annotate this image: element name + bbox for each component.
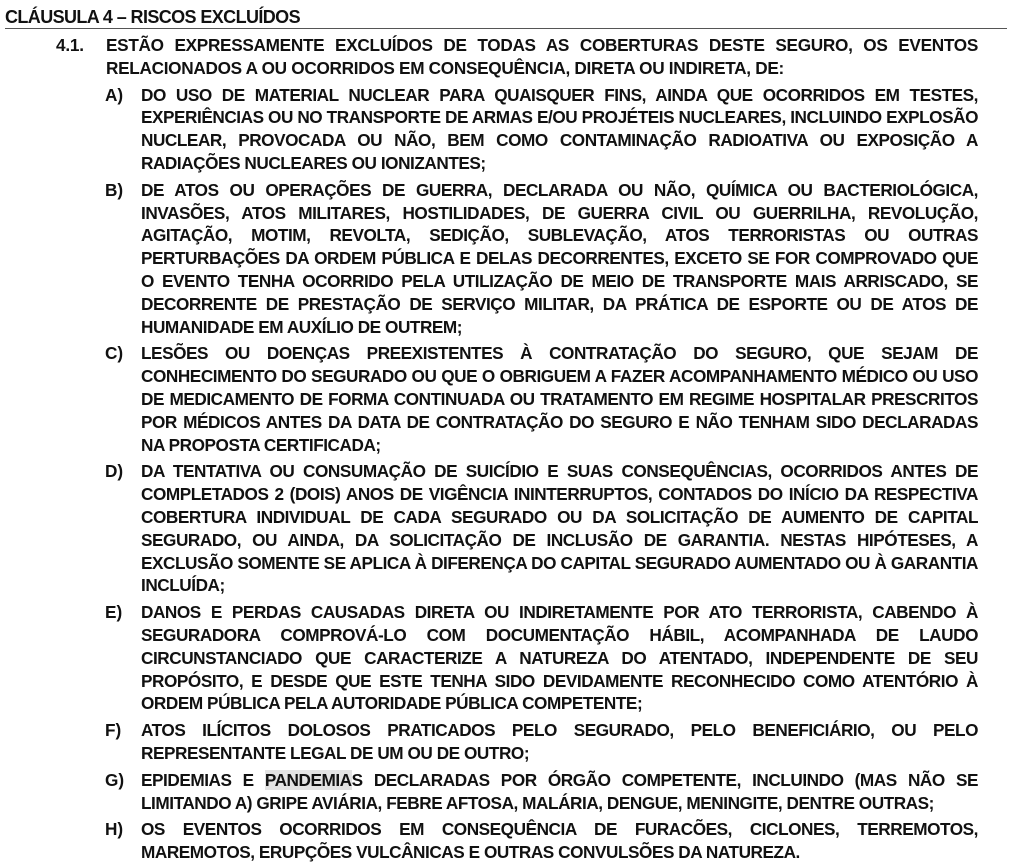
exclusion-item-e <box>5 601 1015 715</box>
clause-title: CLÁUSULA 4 – RISCOS EXCLUÍDOS <box>5 6 1007 29</box>
item-text: DO USO DE MATERIAL NUCLEAR PARA QUAISQUER FINS, AINDA QUE OCORRIDOS EM TESTES, EXPERIÊNCIAS OU NO TRANSPORTE DE ARMAS E/OU PROJÉTEIS NUCLEARES, INCLUINDO EXPLOSÃO NUCLEAR, PROVOCADA OU NÃO, BEM COMO CONTAMINAÇÃO RADIOATIVA OU EXPOSIÇÃO A RADIAÇÕES NUCLEARES OU IONIZANTES; <box>141 84 978 173</box>
item-text: DANOS E PERDAS CAUSADAS DIRETA OU INDIRETAMENTE POR ATO TERRORISTA, CABENDO À SEGURADORA COMPROVÁ-LO COM DOCUMENTAÇÃO HÁBIL, ACOMPANHADA DE LAUDO CIRCUNSTANCIADO QUE CARACTERIZE A NATUREZA DO ATENTADO, INDEPENDENTE DE SEU PROPÓSITO, E DESDE QUE ESTE TENHA SIDO DEVIDAMENTE RECONHECIDO COMO ATENTÓRIO À ORDEM PÚBLICA PELA AUTORIDADE PÚBLICA COMPETENTE; <box>141 602 978 714</box>
item-text-after: S DECLARADAS POR ÓRGÃO COMPETENTE, INCLUINDO (MAS NÃO SE LIMITANDO A) GRIPE AVIÁRIA, FEBRE AFTOSA, MALÁRIA, DENGUE, MENINGITE, DENTRE OUTRAS; <box>141 769 978 813</box>
item-letter: B) <box>105 179 124 200</box>
section-text: ESTÃO EXPRESSAMENTE EXCLUÍDOS DE TODAS AS COBERTURAS DESTE SEGURO, OS EVENTOS RELACIONADOS A OU OCORRIDOS EM CONSEQUÊNCIA, DIRETA OU INDIRETA, DE: <box>106 35 978 78</box>
item-text: LESÕES OU DOENÇAS PREEXISTENTES À CONTRATAÇÃO DO SEGURO, QUE SEJAM DE CONHECIMENTO DO SEGURADO OU QUE O OBRIGUEM A FAZER ACOMPANHAMENTO MÉDICO OU USO DE MEDICAMENTO DE FORMA CONTINUADA OU TRATAMENTO EM REGIME HOSPITALAR PRESCRITOS POR MÉDICOS ANTES DA DATA DE CONTRATAÇÃO DO SEGURO E NÃO TENHAM SIDO DECLARADAS NA PROPOSTA CERTIFICADA; <box>141 343 978 455</box>
exclusion-item-b <box>5 179 1015 339</box>
highlighted-word: PANDEMIA <box>264 769 352 790</box>
item-letter: E) <box>105 602 123 623</box>
exclusion-item-f <box>5 719 1015 765</box>
item-text: DE ATOS OU OPERAÇÕES DE GUERRA, DECLARADA OU NÃO, QUÍMICA OU BACTERIOLÓGICA, INVASÕES, ATOS MILITARES, HOSTILIDADES, DE GUERRA CIVIL OU GUERRILHA, REVOLUÇÃO, AGITAÇÃO, MOTIM, REVOLTA, SEDIÇÃO, SUBLEVAÇÃO, ATOS TERRORISTAS OU OUTRAS PERTURBAÇÕES DA ORDEM PÚBLICA E DELAS DECORRENTES, EXCETO SE FOR COMPROVADO QUE O EVENTO TENHA OCORRIDO PELA UTILIZAÇÃO DE MEIO DE TRANSPORTE MAIS ARRISCADO, SE DECORRENTE DE PRESTAÇÃO DE SERVIÇO MILITAR, DA PRÁTICA DE ESPORTE OU DE ATOS DE HUMANIDADE EM AUXÍLIO DE OUTREM; <box>141 179 978 337</box>
item-letter: H) <box>105 819 124 840</box>
exclusion-item-h <box>5 818 1015 864</box>
item-letter: D) <box>105 461 124 482</box>
item-letter: G) <box>105 769 125 790</box>
item-text <box>141 769 978 815</box>
section-4-1 <box>5 34 1015 80</box>
section-number: 4.1. <box>56 35 84 55</box>
item-text: DA TENTATIVA OU CONSUMAÇÃO DE SUICÍDIO E SUAS CONSEQUÊNCIAS, OCORRIDOS ANTES DE COMPLETADOS 2 (DOIS) ANOS DE VIGÊNCIA ININTERRUPTOS, CONTADOS DO INÍCIO DA RESPECTIVA COBERTURA INDIVIDUAL DE CADA SEGURADO OU DA SOLICITAÇÃO DE AUMENTO DE CAPITAL SEGURADO, OU AINDA, DA SOLICITAÇÃO DE INCLUSÃO DE GARANTIA. NESTAS HIPÓTESES, A EXCLUSÃO SOMENTE SE APLICA À DIFERENÇA DO CAPITAL SEGURADO AUMENTADO OU À GARANTIA INCLUÍDA; <box>141 461 978 596</box>
item-letter: F) <box>105 720 122 741</box>
item-letter: A) <box>105 84 124 105</box>
exclusion-item-g <box>5 769 1015 815</box>
item-text-before: EPIDEMIAS E <box>141 769 265 790</box>
item-letter: C) <box>105 343 124 364</box>
item-text: ATOS ILÍCITOS DOLOSOS PRATICADOS PELO SEGURADO, PELO BENEFICIÁRIO, OU PELO REPRESENTANTE LEGAL DE UM OU DE OUTRO; <box>141 720 978 763</box>
exclusion-item-c <box>5 342 1015 456</box>
exclusion-item-a <box>5 84 1015 175</box>
item-text: OS EVENTOS OCORRIDOS EM CONSEQUÊNCIA DE FURACÕES, CICLONES, TERREMOTOS, MAREMOTOS, ERUPÇÕES VULCÂNICAS E OUTRAS CONVULSÕES DA NATUREZA. <box>141 819 978 863</box>
document-page <box>5 6 1015 868</box>
exclusion-item-d <box>5 460 1015 597</box>
exclusion-list <box>5 84 1015 864</box>
